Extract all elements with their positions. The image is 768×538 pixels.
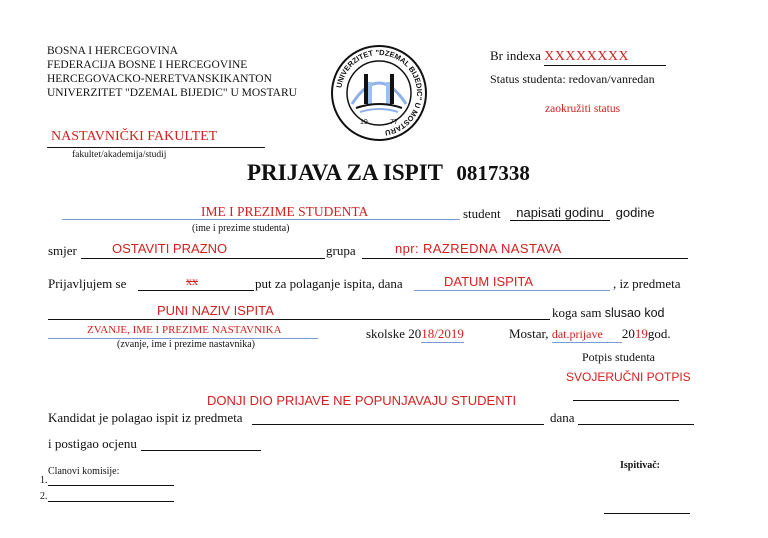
- exam-name-value[interactable]: PUNI NAZIV ISPITA: [157, 303, 274, 318]
- year-of-study: [510, 205, 655, 221]
- seal-ring-text: UNIVERZITET "DZEMAL BIJEDIC" U MOSTARU: [334, 47, 425, 138]
- commission-label: Clanovi komisije:: [48, 466, 120, 477]
- registration-times-value[interactable]: xx: [186, 274, 198, 288]
- lower-date-label: dana: [550, 410, 575, 425]
- registration-end-label: , iz predmeta: [613, 276, 681, 291]
- academic-year: [366, 326, 464, 343]
- grupa-label: grupa: [326, 243, 356, 258]
- application-date-value[interactable]: dat.prijave: [552, 327, 622, 343]
- registration-mid-label: put za polaganje ispita, dana: [255, 276, 403, 291]
- form-title: [247, 160, 530, 186]
- smjer-value[interactable]: OSTAVITI PRAZNO: [112, 241, 228, 256]
- signature-value[interactable]: SVOJERUČNI POTPIS: [566, 370, 691, 384]
- exam-after-label-2: slusao kod: [604, 306, 665, 320]
- status-hint: zaokružiti status: [545, 103, 621, 115]
- index-label: Br indexa: [490, 48, 541, 63]
- app-year-label: 20: [621, 326, 635, 341]
- status-label: Status studenta: redovan/vanredan: [490, 72, 655, 86]
- header-line-1: BOSNA I HERCEGOVINA: [47, 45, 178, 57]
- professor-value[interactable]: ZVANJE, IME I PREZIME NASTAVNIKA: [87, 324, 282, 336]
- header-line-4: UNIVERZITET "DZEMAL BIJEDIC" U MOSTARU: [47, 87, 297, 99]
- city-label: Mostar,: [509, 326, 549, 341]
- student-label: student: [463, 206, 501, 221]
- grupa-value[interactable]: npr: RAZREDNA NASTAVA: [395, 241, 562, 256]
- index-row: [490, 48, 666, 66]
- seal-year-left: 19: [360, 119, 368, 126]
- grade-label: i postigao ocjenu: [48, 436, 137, 451]
- student-caption: (ime i prezime studenta): [192, 223, 290, 234]
- member-1-label: 1.: [40, 475, 48, 486]
- smjer-label: smjer: [48, 243, 77, 258]
- examiner-label: Ispitivač:: [620, 460, 660, 471]
- faculty-value[interactable]: NASTAVNIČKI FAKULTET: [51, 129, 218, 144]
- form-number: 0817338: [456, 161, 530, 185]
- index-value[interactable]: XXXXXXXX: [544, 49, 666, 66]
- university-seal: [330, 44, 428, 142]
- god-label: god.: [647, 326, 671, 341]
- registration-date-value[interactable]: DATUM ISPITA: [444, 274, 534, 289]
- application-date-row: [509, 326, 671, 343]
- form-title-text: PRIJAVA ZA ISPIT: [247, 160, 443, 185]
- passed-label: Kandidat je polagao ispit iz predmeta: [48, 410, 243, 425]
- year-of-study-value[interactable]: napisati godinu: [510, 205, 610, 221]
- academic-year-label: skolske 20: [366, 326, 422, 341]
- registration-label: Prijavljujem se: [48, 276, 127, 291]
- exam-after-label-1: koga sam: [552, 305, 602, 320]
- exam-after-label: [552, 305, 664, 321]
- member-2-label: 2.: [40, 491, 48, 502]
- signature-label: Potpis studenta: [582, 350, 656, 364]
- header-line-2: FEDERACIJA BOSNE I HERCEGOVINE: [47, 59, 248, 71]
- faculty-caption: fakultet/akademija/studij: [72, 150, 167, 160]
- student-name-value[interactable]: IME I PREZIME STUDENTA: [201, 204, 369, 219]
- lower-heading: DONJI DIO PRIJAVE NE POPUNJAVAJU STUDENTI: [207, 393, 517, 408]
- header-line-3: HERCEGOVACKO-NERETVANSKIKANTON: [47, 73, 272, 85]
- university-seal-icon: [330, 44, 428, 142]
- app-year-value[interactable]: 19: [634, 326, 648, 341]
- year-of-study-label: godine: [615, 205, 655, 220]
- academic-year-value[interactable]: 18/2019: [421, 326, 464, 341]
- seal-year-right: 77: [390, 119, 398, 126]
- professor-caption: (zvanje, ime i prezime nastavnika): [117, 339, 255, 350]
